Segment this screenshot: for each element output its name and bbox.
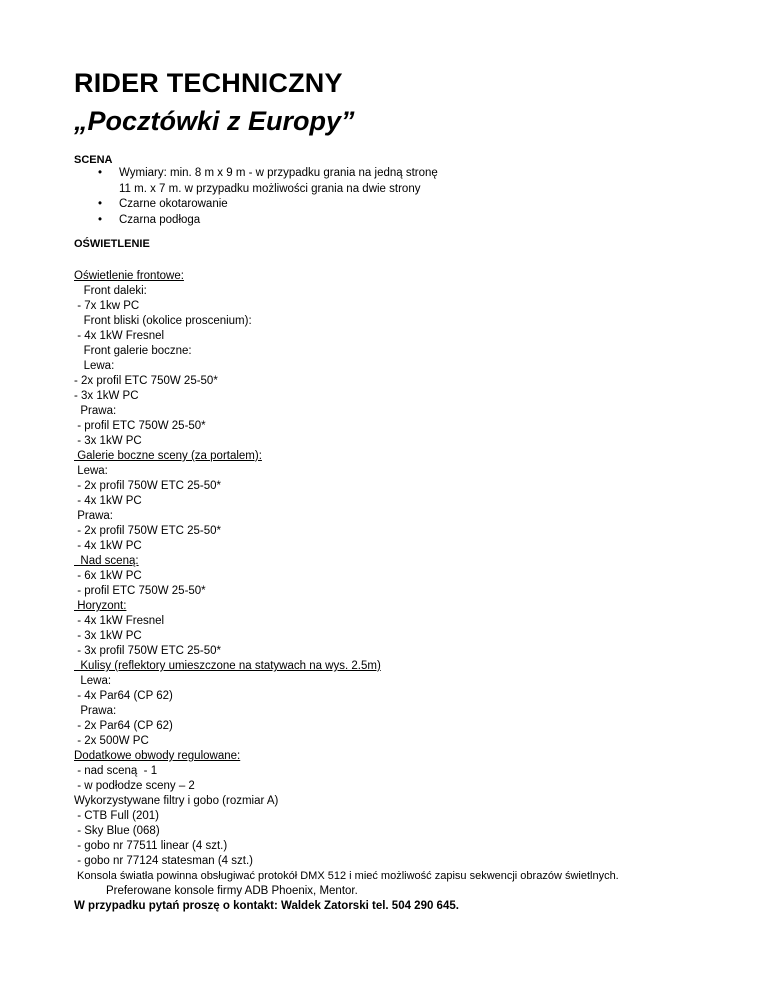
text-line: Prawa: bbox=[74, 405, 117, 417]
text-line: - profil ETC 750W 25-50* bbox=[74, 420, 206, 432]
scena-list bbox=[98, 166, 698, 228]
text-line: - 2x 500W PC bbox=[74, 735, 149, 747]
text-line: - 3x 1kW PC bbox=[74, 390, 139, 402]
text-line: Lewa: bbox=[74, 360, 115, 372]
contact-line: W przypadku pytań proszę o kontakt: Waldek Zatorski tel. 504 290 645. bbox=[74, 900, 459, 912]
text-line: - 2x profil 750W ETC 25-50* bbox=[74, 525, 222, 537]
text-line: Prawa: bbox=[74, 510, 113, 522]
text-line: - 4x Par64 (CP 62) bbox=[74, 690, 173, 702]
text-line: Front bliski (okolice proscenium): bbox=[74, 315, 252, 327]
text-line: - Sky Blue (068) bbox=[74, 825, 160, 837]
text-line: - nad sceną - 1 bbox=[74, 765, 158, 777]
text-line: Front daleki: bbox=[74, 285, 147, 297]
text-line: - w podłodze sceny – 2 bbox=[74, 780, 195, 792]
scena-item-text-continued: 11 m. x 7 m. w przypadku możliwości grania na dwie strony bbox=[119, 182, 421, 195]
scena-item-text: Czarne okotarowanie bbox=[119, 198, 228, 210]
text-line: - 7x 1kw PC bbox=[74, 300, 140, 312]
document-title: RIDER TECHNICZNY bbox=[74, 68, 343, 98]
document-subtitle: „Pocztówki z Europy” bbox=[74, 106, 355, 136]
text-line: Prawa: bbox=[74, 705, 117, 717]
list-item bbox=[98, 166, 698, 197]
text-line: - 4x 1kW Fresnel bbox=[74, 615, 165, 627]
text-line: - 4x 1kW PC bbox=[74, 540, 142, 552]
text-line: - CTB Full (201) bbox=[74, 810, 159, 822]
subheading-horizon: Horyzont: bbox=[74, 600, 127, 612]
text-line: - 3x profil 750W ETC 25-50* bbox=[74, 645, 222, 657]
text-line: - 3x 1kW PC bbox=[74, 435, 142, 447]
text-line: - 2x Par64 (CP 62) bbox=[74, 720, 173, 732]
text-line: Preferowane konsole firmy ADB Phoenix, Mentor. bbox=[74, 885, 358, 897]
text-line: - 2x profil 750W ETC 25-50* bbox=[74, 480, 222, 492]
text-line: - profil ETC 750W 25-50* bbox=[74, 585, 206, 597]
text-line: - gobo nr 77124 statesman (4 szt.) bbox=[74, 855, 253, 867]
subheading-front-lighting: Oświetlenie frontowe: bbox=[74, 270, 184, 282]
text-line: Konsola światła powinna obsługiwać protokół DMX 512 i mieć możliwość zapisu sekwencji obrazów świetlnych. bbox=[74, 870, 619, 882]
bullet-icon: • bbox=[98, 198, 103, 210]
text-line: - 4x 1kW PC bbox=[74, 495, 142, 507]
subheading-above-stage: Nad sceną: bbox=[74, 555, 139, 567]
text-line: - 4x 1kW Fresnel bbox=[74, 330, 165, 342]
scena-item-text: Czarna podłoga bbox=[119, 213, 201, 226]
text-line: - gobo nr 77511 linear (4 szt.) bbox=[74, 840, 228, 852]
text-line: Wykorzystywane filtry i gobo (rozmiar A) bbox=[74, 795, 279, 807]
text-line: Lewa: bbox=[74, 675, 112, 687]
subheading-extra-circuits: Dodatkowe obwody regulowane: bbox=[74, 750, 241, 762]
bullet-icon: • bbox=[98, 213, 103, 226]
text-line: - 6x 1kW PC bbox=[74, 570, 142, 582]
text-line: Lewa: bbox=[74, 465, 108, 477]
list-item bbox=[98, 197, 698, 213]
text-line: - 2x profil ETC 750W 25-50* bbox=[74, 375, 218, 387]
text-line: Front galerie boczne: bbox=[74, 345, 192, 357]
section-heading-scena: SCENA bbox=[74, 154, 113, 166]
text-line: - 3x 1kW PC bbox=[74, 630, 142, 642]
list-item bbox=[98, 213, 698, 229]
subheading-side-galleries: Galerie boczne sceny (za portalem): bbox=[74, 450, 262, 462]
scena-item-text: Wymiary: min. 8 m x 9 m - w przypadku grania na jedną stronę bbox=[119, 167, 438, 179]
section-heading-oswietlenie: OŚWIETLENIE bbox=[74, 238, 150, 250]
bullet-icon: • bbox=[98, 167, 103, 179]
subheading-wings: Kulisy (reflektory umieszczone na statywach na wys. 2.5m) bbox=[74, 660, 381, 672]
